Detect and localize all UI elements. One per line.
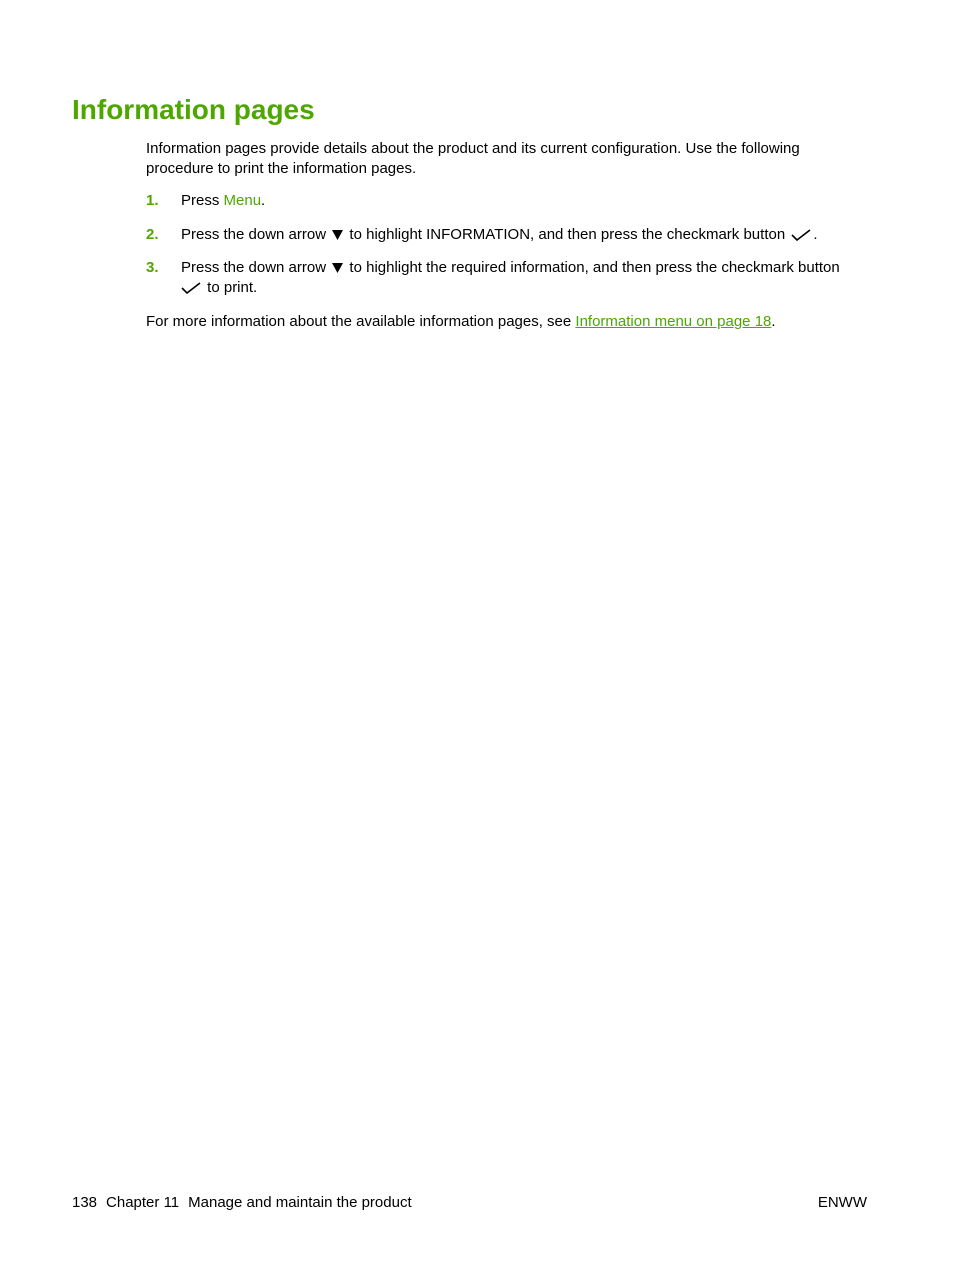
page-title: Information pages xyxy=(72,94,315,125)
checkmark-icon xyxy=(791,229,811,241)
step-number: 3. xyxy=(146,259,159,276)
information-menu-link[interactable]: Information menu on page 18 xyxy=(575,313,772,330)
step-text-part: Press xyxy=(181,192,224,209)
step-number: 1. xyxy=(146,192,159,209)
step-text-part: Press the down arrow xyxy=(181,259,327,276)
step-number: 2. xyxy=(146,226,159,243)
step-text-part: to print. xyxy=(207,279,258,296)
step-1 xyxy=(146,191,868,211)
down-arrow-icon xyxy=(332,230,343,240)
step-text-part: to highlight INFORMATION, and then press the checkmark button xyxy=(349,226,786,243)
checkmark-icon xyxy=(181,282,201,294)
intro-paragraph: Information pages provide details about the product and its current configuration. Use the following procedure to print the information pages. xyxy=(146,140,800,177)
more-info-paragraph xyxy=(146,312,776,332)
step-text xyxy=(181,225,868,245)
footer-edition: ENWW xyxy=(817,1194,867,1211)
step-text-part: . xyxy=(261,192,266,209)
step-text xyxy=(181,258,868,298)
menu-button-label: Menu xyxy=(223,192,262,209)
step-text xyxy=(181,191,868,211)
more-info-text: For more information about the available information pages, see xyxy=(146,313,576,330)
step-text-part: . xyxy=(813,226,818,243)
step-3 xyxy=(146,258,868,298)
more-info-suffix: . xyxy=(771,313,776,330)
step-2 xyxy=(146,225,868,245)
step-text-part: Press the down arrow xyxy=(181,226,327,243)
footer-left xyxy=(72,1193,412,1213)
footer-chapter-title: Manage and maintain the product xyxy=(188,1194,412,1211)
step-text-part: to highlight the required information, and then press the checkmark button xyxy=(349,259,840,276)
down-arrow-icon xyxy=(332,263,343,273)
footer-page-number: 138 xyxy=(72,1194,98,1211)
footer-chapter: Chapter 11 xyxy=(106,1194,180,1211)
